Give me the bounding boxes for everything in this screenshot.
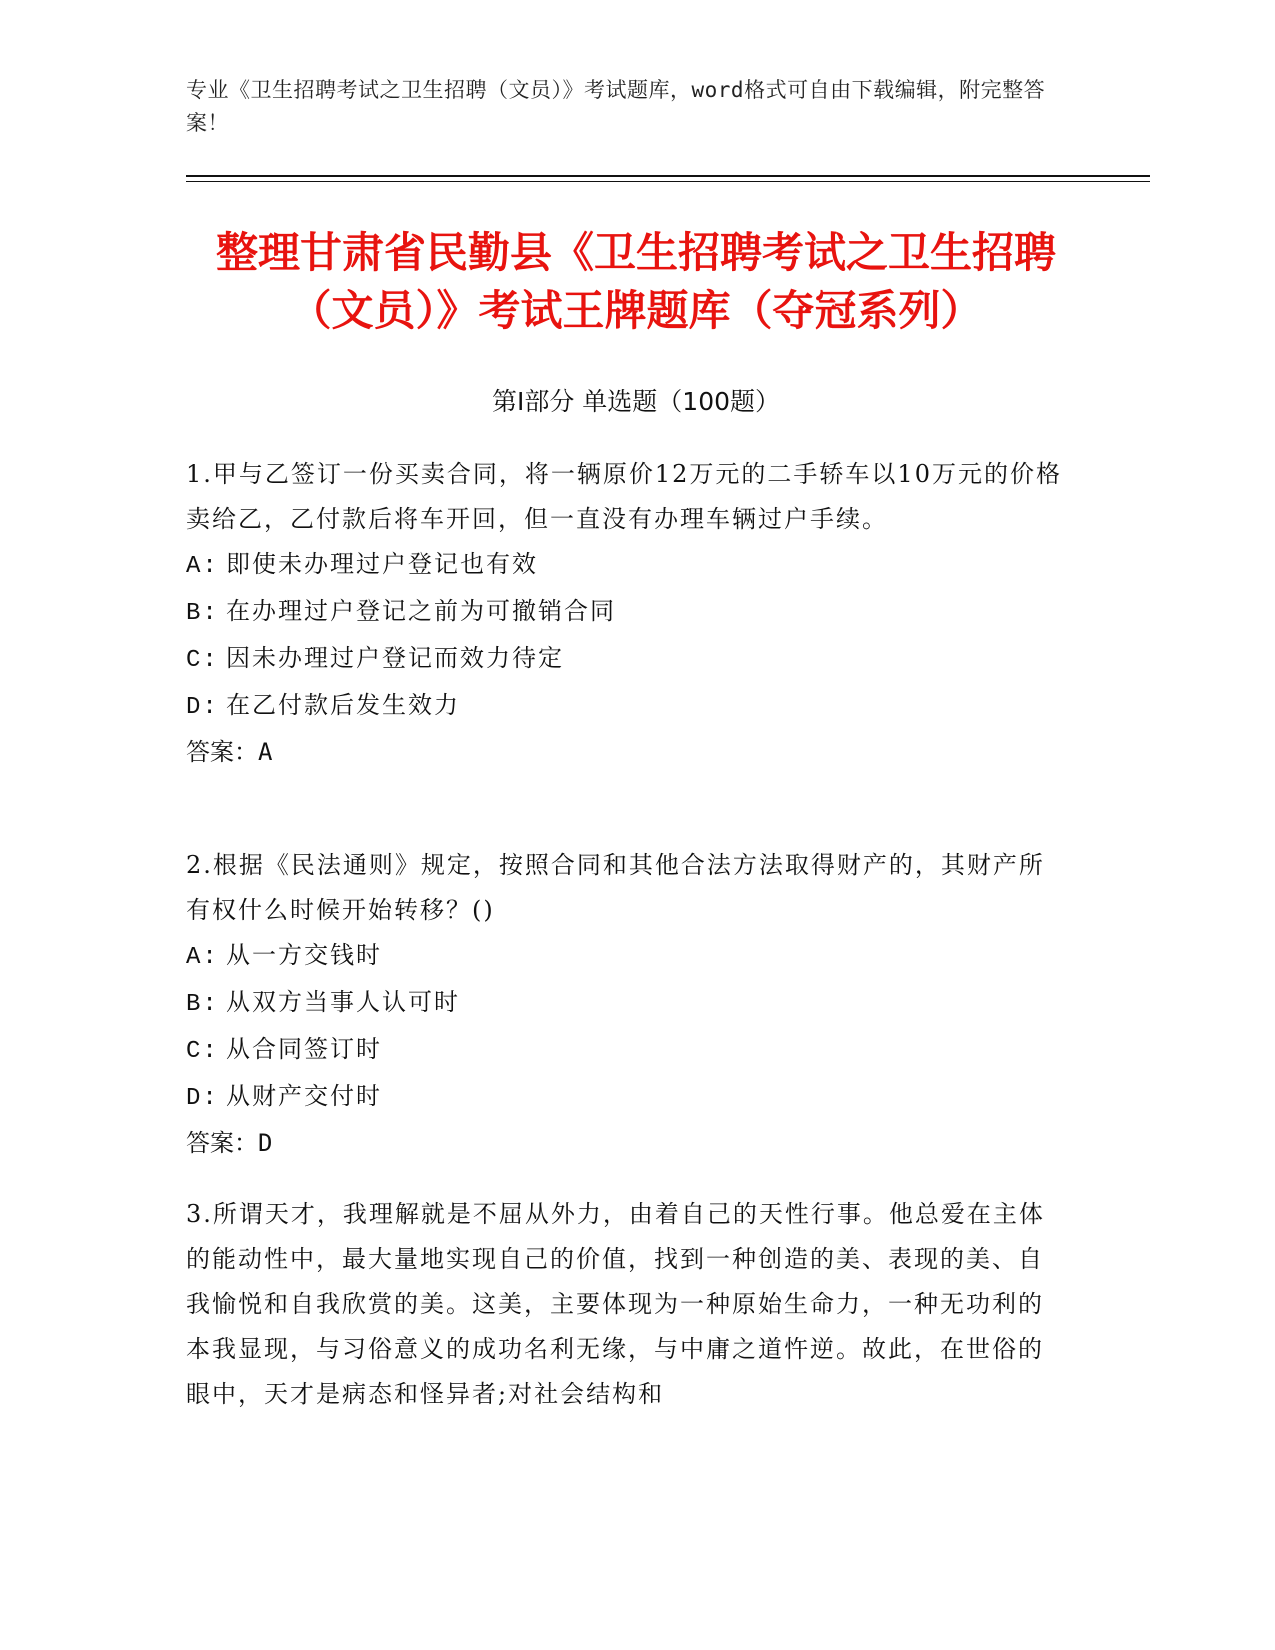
section-heading: 第Ⅰ部分 单选题（100题） — [491, 387, 781, 416]
answer-value: A — [258, 738, 273, 766]
option-letter: B: — [186, 600, 219, 627]
option-text: 从合同签订时 — [226, 1035, 382, 1063]
question-2 — [186, 843, 1066, 1166]
option-text: 从一方交钱时 — [226, 941, 382, 969]
option-letter: C: — [186, 1038, 219, 1065]
option-letter: B: — [186, 991, 219, 1018]
option-d — [186, 1074, 1066, 1121]
answer-label: 答案： — [186, 738, 258, 766]
question-stem: 2.根据《民法通则》规定，按照合同和其他合法方法取得财产的，其财产所有权什么时候开始转移？() — [186, 851, 1045, 924]
option-text: 在乙付款后发生效力 — [226, 691, 460, 719]
option-text: 因未办理过户登记而效力待定 — [226, 644, 564, 672]
answer-value: D — [258, 1129, 273, 1157]
question-3 — [186, 1192, 1066, 1417]
option-text: 在办理过户登记之前为可撤销合同 — [226, 597, 616, 625]
option-letter: A: — [186, 944, 219, 971]
answer-label: 答案： — [186, 1129, 258, 1157]
option-b — [186, 980, 1066, 1027]
option-text: 从财产交付时 — [226, 1082, 382, 1110]
option-letter: C: — [186, 647, 219, 674]
option-text: 即使未办理过户登记也有效 — [226, 550, 538, 578]
option-d — [186, 683, 1066, 730]
option-text: 从双方当事人认可时 — [226, 988, 460, 1016]
header-divider-thin — [186, 181, 1150, 182]
question-stem: 3.所谓天才，我理解就是不屈从外力，由着自己的天性行事。他总爱在主体的能动性中，最大量地实现自己的价值，找到一种创造的美、表现的美、自我愉悦和自我欣赏的美。这美，主要体现为一种原始生命力，一种无功利的本我显现，与习俗意义的成功名利无缘，与中庸之道忤逆。故此，在世俗的眼中，天才是病态和怪异者;对社会结构和 — [186, 1200, 1045, 1408]
option-c — [186, 1027, 1066, 1074]
document-title: 整理甘肃省民勤县《卫生招聘考试之卫生招聘（文员）》考试王牌题库（夺冠系列） — [215, 228, 1056, 335]
option-b — [186, 589, 1066, 636]
document-header: 专业《卫生招聘考试之卫生招聘（文员）》考试题库，word格式可自由下载编辑，附完整答案！ — [186, 78, 1046, 135]
option-letter: A: — [186, 553, 219, 580]
option-letter: D: — [186, 694, 219, 721]
option-a — [186, 933, 1066, 980]
question-1 — [186, 452, 1066, 775]
option-a — [186, 542, 1066, 589]
header-divider-thick — [186, 175, 1150, 177]
option-c — [186, 636, 1066, 683]
answer-line — [186, 730, 1066, 775]
option-letter: D: — [186, 1085, 219, 1112]
answer-line — [186, 1121, 1066, 1166]
question-stem: 1.甲与乙签订一份买卖合同，将一辆原价12万元的二手轿车以10万元的价格卖给乙，乙付款后将车开回，但一直没有办理车辆过户手续。 — [186, 460, 1062, 533]
